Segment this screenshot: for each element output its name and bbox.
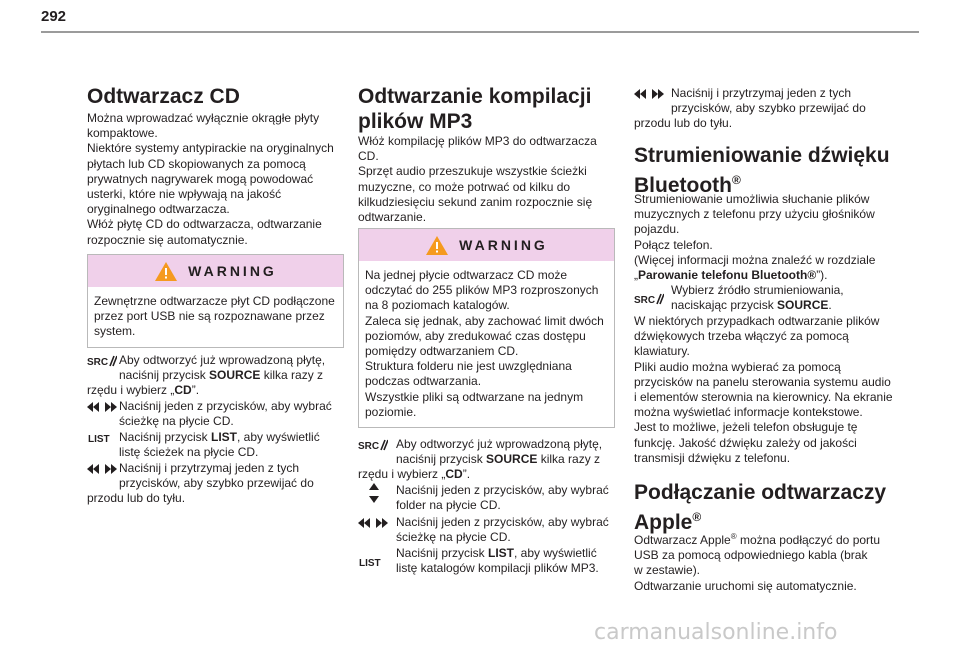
text-line: podczas odtwarzania. xyxy=(365,374,482,389)
text-line: prywatnych nagrywarek mogą powodować xyxy=(87,171,314,186)
warning-triangle-icon xyxy=(425,235,449,256)
heading-cd-player: Odtwarzacz CD xyxy=(87,85,240,108)
text-line: muzycznych z telefonu przy użyciu głośników xyxy=(634,207,875,222)
source-button-label: SOURCE xyxy=(777,298,829,313)
text-line: odtwarzanie. xyxy=(358,210,427,225)
text-line: transmisji dźwięku z telefonu. xyxy=(634,450,791,465)
text-line: listę katalogów kompilacji plików MP3. xyxy=(396,561,599,576)
text-line: Wybierz źródło strumieniowania, xyxy=(671,283,844,297)
source-icon xyxy=(358,438,388,452)
seek-arrows-icon xyxy=(358,516,388,530)
text-line: (Więcej informacji można znaleźć w rozdziale xyxy=(634,252,876,267)
watermark: carmanualsonline.info xyxy=(594,620,838,645)
text-line: poziomów, aby zredukować czas dostępu xyxy=(365,328,586,343)
text-line: przodu lub do tyłu. xyxy=(87,491,186,506)
heading-line: Strumieniowanie dźwięku xyxy=(634,144,890,167)
text-line: Niektóre systemy antypirackie na oryginalnych xyxy=(87,141,334,156)
text-line: Struktura folderu nie jest uwzględniana xyxy=(365,359,572,374)
text-line: muzyczne, co może potrwać od kilku do xyxy=(358,179,571,194)
step-select-track xyxy=(87,399,347,429)
step-list xyxy=(87,430,347,460)
svg-text:SRC: SRC xyxy=(634,295,656,305)
text-line: w zestawie). xyxy=(634,563,701,578)
text-line: Naciśnij jeden z przycisków, aby wybrać xyxy=(396,515,609,529)
warning-header xyxy=(88,255,343,287)
heading-line: Apple xyxy=(634,511,693,534)
text-line: Pliki audio można wybierać za pomocą xyxy=(634,359,841,374)
text-line: Naciśnij i przytrzymaj jeden z tych xyxy=(119,461,300,475)
heading-apple-players xyxy=(634,480,924,535)
heading-line: Podłączanie odtwarzaczy xyxy=(634,481,887,504)
step-select-stream-source xyxy=(634,283,904,313)
text-line: usterki, które nie wpływają na jakość xyxy=(87,187,282,202)
heading-bluetooth-streaming xyxy=(634,143,924,198)
warning-triangle-icon xyxy=(154,261,178,282)
step-select-folder xyxy=(358,483,618,513)
text-line: funkcję. Jakość dźwięku zależy od jakości xyxy=(634,435,857,450)
svg-text:LIST: LIST xyxy=(359,558,381,568)
seek-arrows-icon xyxy=(87,462,117,476)
text-line: klawiatury. xyxy=(634,344,690,359)
text-line: przycisków, aby szybko przewijać do xyxy=(671,101,866,116)
text-line: Na jednej płycie odtwarzacz CD może xyxy=(365,268,568,282)
warning-text xyxy=(359,261,614,427)
step-select-track xyxy=(358,515,618,545)
warning-header xyxy=(359,229,614,261)
list-button-label: LIST xyxy=(488,546,515,560)
source-button-label: SOURCE xyxy=(209,368,261,383)
text-line: przycisków, aby szybko przewijać do xyxy=(119,476,314,491)
text-line: USB za pomocą odpowiedniego kabla (brak xyxy=(634,548,868,563)
warning-title: WARNING xyxy=(459,237,548,253)
text-line: poziomie. xyxy=(365,404,417,419)
source-icon xyxy=(634,292,664,306)
step-fast-seek xyxy=(87,461,347,507)
text-line: Strumieniowanie umożliwia słuchanie plików xyxy=(634,192,870,206)
text-line: W niektórych przypadkach odtwarzanie plików xyxy=(634,314,880,328)
list-icon xyxy=(87,431,117,445)
text-line: Włóż kompilację plików MP3 do odtwarzacza xyxy=(358,134,597,148)
text-line: można wyświetlać informacje kontekstowe. xyxy=(634,405,863,420)
up-down-arrows-icon xyxy=(368,486,398,500)
step-source-cd xyxy=(87,353,347,399)
text-line: rozpocznie się automatycznie. xyxy=(87,232,248,247)
text-line: przodu lub do tyłu. xyxy=(634,116,733,131)
text-line: na 8 poziomach katalogów. xyxy=(365,298,510,313)
text-line: płytach lub CD skopiowanych za pomocą xyxy=(87,156,306,171)
text-line: Połącz telefon. xyxy=(634,237,713,252)
text-line: , aby wyświetlić xyxy=(514,546,597,560)
text-line: pomiędzy odtwarzaniem CD. xyxy=(365,344,519,359)
text-line: Jest to możliwe, jeżeli telefon obsługuje tę xyxy=(634,420,858,435)
text-line: Odtwarzacz Apple xyxy=(634,533,731,547)
page-number: 292 xyxy=(41,8,67,25)
heading-line: plików MP3 xyxy=(358,110,473,133)
text-line: kilka razy z xyxy=(260,368,324,383)
text-line: CD. xyxy=(358,149,379,164)
text-line: ścieżkę na płycie CD. xyxy=(119,414,234,429)
text-line: oryginalnego odtwarzacza. xyxy=(87,202,230,217)
text-line: Zewnętrzne odtwarzacze płyt CD podłączone xyxy=(94,294,335,308)
text-line: , aby wyświetlić xyxy=(237,430,320,444)
text-line: kompaktowe. xyxy=(87,126,158,141)
text-line: dźwiękowych trzeba włączyć za pomocą xyxy=(634,329,849,344)
text-line: Aby odtworzyć już wprowadzoną płytę, xyxy=(396,437,603,451)
text-line: Można wprowadzać wyłącznie okrągłe płyty xyxy=(87,111,320,125)
warning-box xyxy=(358,228,615,428)
text-line: naciśnij przycisk xyxy=(119,368,210,383)
text-line: . xyxy=(828,298,832,313)
source-button-label: SOURCE xyxy=(486,452,538,467)
text-line: Odtwarzanie uruchomi się automatycznie. xyxy=(634,578,857,593)
text-line: kilka razy z xyxy=(537,452,601,467)
registered-mark: ® xyxy=(730,532,737,541)
text-line: Sprzęt audio przeszukuje wszystkie ścieżki xyxy=(358,164,587,179)
text-line: odczytać do 255 plików MP3 rozproszonych xyxy=(365,283,599,298)
text-line: Naciśnij przycisk xyxy=(119,430,212,444)
registered-mark: ® xyxy=(692,510,702,524)
heading-mp3 xyxy=(358,84,628,134)
cd-label: CD xyxy=(174,383,192,398)
registered-mark: ® xyxy=(731,173,741,187)
heading-line: Bluetooth xyxy=(634,174,732,197)
step-source-cd xyxy=(358,437,618,483)
list-icon xyxy=(358,555,388,569)
source-icon xyxy=(87,354,117,368)
text-line: Naciśnij jeden z przycisków, aby wybrać xyxy=(396,483,609,497)
text-line: pojazdu. xyxy=(634,222,680,237)
text-line: system. xyxy=(94,324,136,339)
cd-label: CD xyxy=(445,467,463,482)
step-list xyxy=(358,546,628,576)
text-line: przez port USB nie są rozpoznawane przez xyxy=(94,309,325,324)
top-divider xyxy=(41,31,919,33)
warning-text xyxy=(88,287,343,347)
apple-paragraph xyxy=(634,529,904,594)
text-line: Zaleca się jednak, aby zachować limit dwóch xyxy=(365,313,604,328)
text-line: rzędu i wybierz „ xyxy=(87,383,175,398)
text-line: naciśnij przycisk xyxy=(396,452,487,467)
seek-arrows-icon xyxy=(87,400,117,414)
chapter-reference: Parowanie telefonu Bluetooth® xyxy=(638,268,817,283)
list-button-label: LIST xyxy=(211,430,238,444)
text-line: można podłączyć do portu xyxy=(736,533,881,547)
bluetooth-details-paragraph xyxy=(634,314,909,466)
text-line: i elementów sterownia na kierownicy. Na ekranie xyxy=(634,390,893,405)
warning-box xyxy=(87,254,344,348)
mp3-intro-paragraph xyxy=(358,134,618,225)
text-line: Wszystkie pliki są odtwarzane na jednym xyxy=(365,389,584,404)
text-line: „ xyxy=(634,268,638,283)
seek-arrows-icon xyxy=(634,87,664,101)
text-line: kilkudziesięciu sekund zanim rozpocznie się xyxy=(358,194,593,209)
text-line: ścieżkę na płycie CD. xyxy=(396,530,511,545)
text-line: Włóż płytę CD do odtwarzacza, odtwarzanie xyxy=(87,217,322,232)
svg-text:SRC: SRC xyxy=(87,357,109,367)
text-line: ”. xyxy=(462,467,471,482)
cd-intro-paragraph xyxy=(87,111,347,248)
text-line: Naciśnij przycisk xyxy=(396,546,489,560)
bluetooth-paragraph xyxy=(634,192,904,283)
text-line: naciskając przycisk xyxy=(671,298,778,313)
text-line: Naciśnij jeden z przycisków, aby wybrać xyxy=(119,399,332,413)
text-line: rzędu i wybierz „ xyxy=(358,467,446,482)
text-line: listę ścieżek na płycie CD. xyxy=(119,445,259,460)
text-line: folder na płycie CD. xyxy=(396,498,501,513)
text-line: przycisków na panelu sterowania systemu audio xyxy=(634,374,891,389)
step-fast-seek xyxy=(634,86,894,132)
text-line: Aby odtworzyć już wprowadzoną płytę, xyxy=(119,353,326,367)
svg-text:SRC: SRC xyxy=(358,441,380,451)
heading-line: Odtwarzanie kompilacji xyxy=(358,85,592,108)
text-line: ”. xyxy=(191,383,200,398)
text-line: ”). xyxy=(816,268,828,283)
text-line: Naciśnij i przytrzymaj jeden z tych xyxy=(671,86,852,100)
svg-text:LIST: LIST xyxy=(88,434,110,444)
warning-title: WARNING xyxy=(188,263,277,279)
